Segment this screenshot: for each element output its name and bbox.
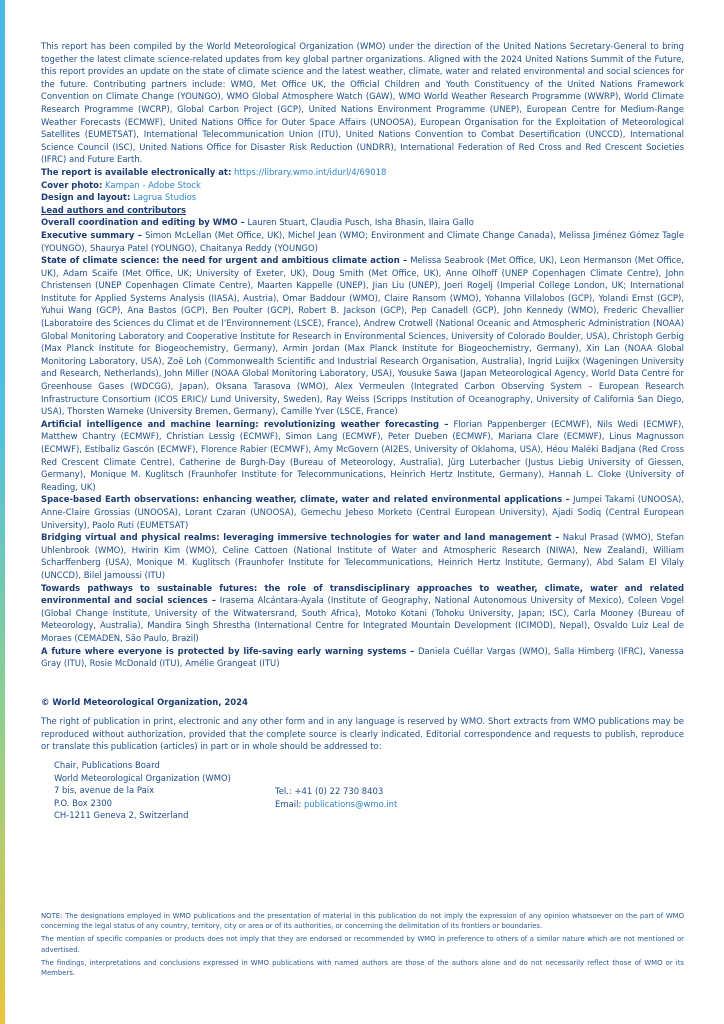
copyright-block — [41, 696, 684, 827]
section-title: Space-based Earth observations: enhancing weather, climate, water and related environmental applications – — [41, 494, 570, 505]
imprint-page — [41, 40, 684, 827]
section-authors — [41, 254, 684, 418]
copyright-heading: © World Meteorological Organization, 2024 — [41, 696, 248, 707]
availability-line — [41, 166, 684, 179]
cover-photo-line — [41, 179, 684, 192]
email-line — [275, 798, 515, 811]
section-authors — [41, 582, 684, 645]
address-line: World Meteorological Organization (WMO) — [54, 772, 231, 783]
lead-authors-heading: Lead authors and contributors — [41, 204, 187, 215]
section-authors — [41, 645, 684, 670]
section-title: A future where everyone is protected by life-saving early warning systems – — [41, 645, 415, 656]
note-paragraph: The findings, interpretations and conclusions expressed in WMO publications with named authors are those of the authors alone and do not necessarily reflect those of WMO or its Members. — [41, 958, 684, 978]
report-link[interactable]: https://library.wmo.int/idurl/4/69018 — [234, 166, 387, 177]
section-authors — [41, 229, 684, 254]
gradient-side-bar — [0, 0, 5, 1024]
section-author-list: Irasema Alcántara-Ayala (Institute of Geography, National Autonomous University of Mexico), Coleen Vogel (Global Change Institute, University of the Witwatersrand, South Africa), Motoko Kotani (Tohoku University, Japan; ISC), Carla Mooney (Bureau of Meteorology, Australia), Mandira Singh Shrestha (International Centre for Integrated Mountain Development (ICIMOD), Nepal), Osvaldo Luiz Leal de Moraes (CEMADEN, São Paulo, Brazil) — [41, 595, 685, 643]
address-line: Chair, Publications Board — [54, 760, 160, 771]
section-author-list: Simon McLellan (Met Office, UK), Michel Jean (WMO; Environment and Climate Change Canada), Melissa Jiménez Gómez Tagle (YOUNGO), Shaurya Patel (YOUNGO), Chaitanya Reddy (YOUNGO) — [41, 229, 685, 253]
address-line: P.O. Box 2300 — [54, 797, 112, 808]
postal-address — [54, 759, 274, 822]
section-author-list: Nakul Prasad (WMO), Stefan Uhlenbrook (WMO), Hwirin Kim (WMO), Celine Cattoen (National Institute of Water and Atmospheric Research (NIWA), New Zealand), William Scharffenberg (USA), Monique M. Kuglitsch (Fraunhofer Institute for Telecommunications, Heinrich Hertz Institute, Germany), Abd Salam El Vilaly (UNCCD), Bilel Jamoussi (ITU) — [41, 532, 685, 580]
section-authors — [41, 493, 684, 531]
email-label: Email: — [275, 798, 302, 809]
design-value: Lagrua Studios — [133, 192, 197, 203]
coordination-label: Overall coordination and editing by WMO – — [41, 217, 245, 228]
section-author-list: Jumpei Takami (UNOOSA), Anne-Claire Grossias (UNOOSA), Lorant Czaran (UNOOSA), Gemechu Jebeso Morketo (Central European University), Ajadi Sodiq (Central European University), Paolo Ruti (EUMETSAT) — [41, 494, 685, 530]
telephone: Tel.: +41 (0) 22 730 8403 — [275, 786, 384, 797]
address-line: CH-1211 Geneva 2, Switzerland — [54, 810, 189, 821]
address-line: 7 bis, avenue de la Paix — [54, 785, 155, 796]
contact-details — [275, 785, 515, 810]
availability-label: The report is available electronically at: — [41, 166, 232, 177]
coordination-names: Lauren Stuart, Claudia Pusch, Isha Bhasin, Ilaira Gallo — [247, 217, 474, 228]
section-authors — [41, 531, 684, 581]
note-paragraph: The mention of specific companies or products does not imply that they are endorsed or recommended by WMO in preference to others of a similar nature which are not mentioned or advertised. — [41, 935, 684, 954]
section-title: Towards pathways to sustainable futures: the role of transdisciplinary approaches to weather, climate, water and related environmental and social sciences – — [41, 582, 684, 606]
address-block — [54, 759, 684, 827]
coordination-line — [41, 216, 684, 229]
copyright-text: The right of publication in print, electronic and any other form and in any language is reserved by WMO. Short extracts from WMO publications may be reproduced without authorization, provided that the complete source is clearly indicated. Editorial correspondence and requests to publish, reproduce or translate this publication (articles) in part or in whole should be addressed to: — [41, 716, 684, 752]
design-line — [41, 191, 684, 204]
design-label: Design and layout: — [41, 192, 131, 203]
section-title: Bridging virtual and physical realms: leveraging immersive technologies for water and land management – — [41, 532, 560, 543]
cover-photo-label: Cover photo: — [41, 179, 103, 190]
cover-photo-value: Kampan - Adobe Stock — [105, 179, 201, 190]
email-link[interactable]: publications@wmo.int — [303, 798, 398, 809]
section-author-list: Melissa Seabrook (Met Office, UK), Leon Hermanson (Met Office, UK), Adam Scaife (Met Office, UK; University of Exeter, UK), Doug Smith (Met Office, UK), Anne Olhoff (UNEP Copenhagen Climate Centre), John Christensen (UNEP Copenhagen Climate Centre), Maarten Kappelle (UNEP), Jian Liu (UNEP), Joeri Rogelj (Imperial College London, UK; International Institute for Applied Systems Analysis (IIASA), Austria), Omar Baddour (WMO), Claire Ransom (WMO), Yohanna Villalobos (GCP), Yolandi Ernst (GCP), Yuhui Wang (GCP), Ana Bastos (GCP), Ben Poulter (GCP), Robert B. Jackson (GCP), Pep Canadell (GCP), John Kennedy (WMO), Frederic Chevallier (Laboratoire des Sciences du Climat et de l’Environnement (LSCE), France), Andrew Crotwell (National Oceanic and Atmospheric Administration (NOAA) Global Monitoring Laboratory and Cooperative Institute for Research in Environmental Sciences, University of Colorado Boulder, USA), Christoph Gerbig (Max Planck Institute for Biogeochemistry, Germany), Armin Jordan (Max Planck Institute for Biogeochemistry, Germany), Xin Lan (NOAA Global Monitoring Laboratory, USA), Zoë Loh (Commonwealth Scientific and Industrial Research Organisation, Australia), Ingrid Luijkx (Wageningen University and Research, Netherlands), John Miller (NOAA Global Monitoring Laboratory, USA), Yousuke Sawa (Japan Meteorological Agency, World Data Centre for Greenhouse Gases (WDCGG), Japan), Oksana Tarasova (WMO), Alex Vermeulen (Integrated Carbon Observing System – European Research Infrastructure Consortium (ICOS ERIC)/ Lund University, Sweden), Ray Weiss (Scripps Institution of Oceanography, University of California San Diego, USA), Thorsten Warneke (University Bremen, Germany), Camille Yver (LSCE, France) — [41, 255, 685, 417]
section-title: State of climate science: the need for urgent and ambitious climate action – — [41, 255, 408, 266]
section-author-list: Florian Pappenberger (ECMWF), Nils Wedi (ECMWF), Matthew Chantry (ECMWF), Christian Lessig (ECMWF), Simon Lang (ECMWF), Peter Dueben (ECMWF), Mariana Clare (ECMWF), Linus Magnusson (ECMWF), Estíbaliz Gascón (ECMWF), Florence Rabier (ECMWF), Amy McGovern (AI2ES, University of Oklahoma, USA), Héou Maléki Badjana (Red Cross Red Crescent Climate Centre), Catherine de Burgh-Day (Bureau of Meteorology, Australia), Jürg Luterbacher (Justus Liebig University of Giessen, Germany), Monique M. Kuglitsch (Fraunhofer Institute for Telecommunications, Heinrich Hertz Institute, Germany), Hannah L. Cloke (University of Reading, UK) — [41, 418, 684, 492]
intro-paragraph: This report has been compiled by the World Meteorological Organization (WMO) under the direction of the United Nations Secretary-General to bring together the latest climate science-related updates from key global partner organizations. Aligned with the 2024 United Nations Summit of the Future, this report provides an update on the state of climate science and the latest weather, climate, water and related environmental and social sciences for the future. Contributing partners include: WMO, Met Office UK, the Official Children and Youth Constituency of the United Nations Framework Convention on Climate Change (YOUNGO), WMO Global Atmosphere Watch (GAW), WMO World Weather Research Programme (WWRP), World Climate Research Programme (WCRP), Global Carbon Project (GCP), United Nations Environment Programme (UNEP), European Centre for Medium-Range Weather Forecasts (ECMWF), United Nations Office for Outer Space Affairs (UNOOSA), European Organisation for the Exploitation of Meteorological Satellites (EUMETSAT), International Telecommunication Union (ITU), United Nations Convention to Combat Desertification (UNCCD), International Science Council (ISC), United Nations Office for Disaster Risk Reduction (UNDRR), International Federation of Red Cross and Red Crescent Societies (IFRC) and Future Earth. — [41, 41, 684, 165]
section-author-list: Daniela Cuéllar Vargas (WMO), Salla Himberg (IFRC), Vanessa Gray (ITU), Rosie McDonald (ITU), Amélie Grangeat (ITU) — [41, 645, 684, 669]
section-title: Executive summary – — [41, 229, 142, 240]
note-paragraph: NOTE: The designations employed in WMO publications and the presentation of material in this publication do not imply the expression of any opinion whatsoever on the part of WMO concerning the legal status of any country, territory, city or area or of its authorities, or concerning the delimitation of its frontiers or boundaries. — [41, 912, 684, 931]
section-authors — [41, 418, 684, 494]
section-title: Artificial intelligence and machine learning: revolutionizing weather forecasting – — [41, 418, 449, 429]
disclaimer-notes — [41, 911, 684, 981]
